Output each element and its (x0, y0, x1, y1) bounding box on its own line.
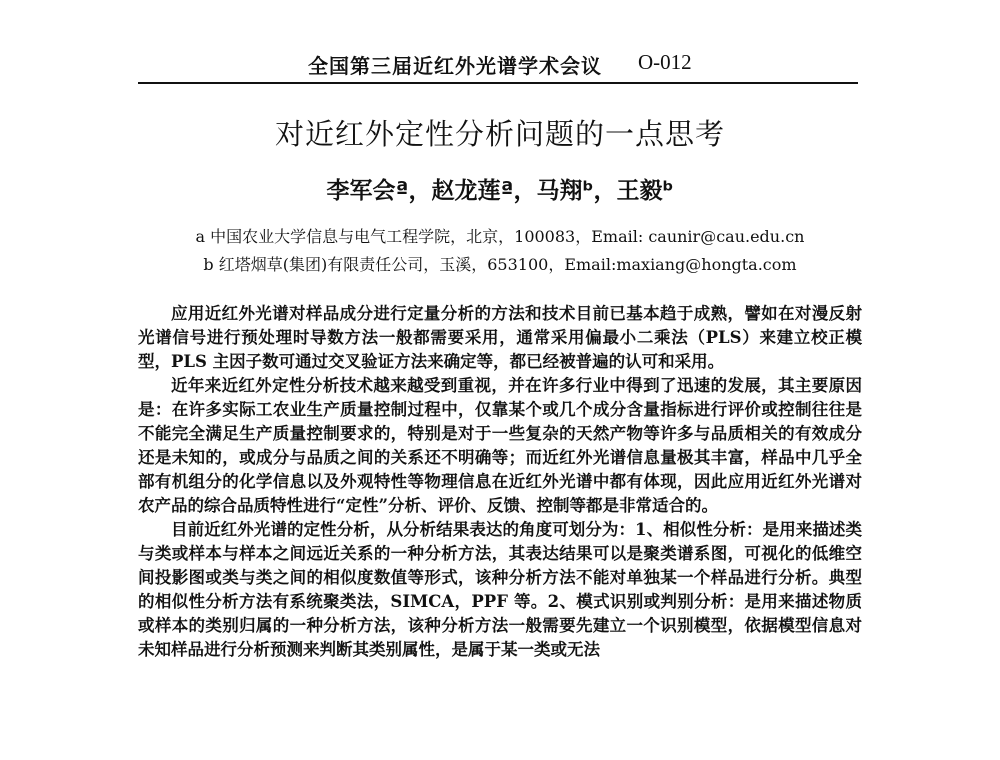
affiliation-a: a 中国农业大学信息与电气工程学院，北京，100083，Email: caunir@cau.edu.cn (195, 227, 805, 246)
paper-body (138, 302, 862, 662)
running-header (138, 38, 858, 84)
paper-title: 对近红外定性分析问题的一点思考 (274, 117, 725, 151)
body-paragraph: 目前近红外光谱的定性分析，从分析结果表达的角度可划分为：1、相似性分析：是用来描述类与类或样本与样本之间远近关系的一种分析方法，其表达结果可以是聚类谱系图，可视化的低维空间投影图或类与类之间的相似度数值等形式，该种分析方法不能对单独某一个样品进行分析。典型的相似性分析方法有系统聚类法，SIMCA，PPF 等。2、模式识别或判别分析：是用来描述物质或样本的类别归属的一种分析方法，该种分析方法一般需要先建立一个识别模型，依据模型信息对未知样品进行分析预测来判断其类别属性，是属于某一类或无法 (138, 520, 862, 659)
paper-code: O-012 (638, 50, 692, 74)
body-paragraph: 近年来近红外定性分析技术越来越受到重视，并在许多行业中得到了迅速的发展，其主要原因是：在许多实际工农业生产质量控制过程中，仅靠某个或几个成分含量指标进行评价或控制往往是不能完全满足生产质量控制要求的，特别是对于一些复杂的天然产物等许多与品质相关的有效成分还是未知的，或成分与品质之间的关系还不明确等；而近红外光谱信息量极其丰富，样品中几乎全部有机组分的化学信息以及外观特性等物理信息在近红外光谱中都有体现，因此应用近红外光谱对农产品的综合品质特性进行“定性”分析、评价、反馈、控制等都是非常适合的。 (138, 376, 862, 515)
conference-name: 全国第三届近红外光谱学术会议 (308, 54, 602, 78)
affiliation-b: b 红塔烟草(集团)有限责任公司，玉溪，653100，Email:maxiang@hongta.com (203, 255, 797, 274)
body-paragraph: 应用近红外光谱对样品成分进行定量分析的方法和技术目前已基本趋于成熟，譬如在对漫反射光谱信号进行预处理时导数方法一般都需要采用，通常采用偏最小二乘法（PLS）来建立校正模型，PLS 主因子数可通过交叉验证方法来确定等，都已经被普遍的认可和采用。 (138, 304, 862, 371)
author-list: 李军会ª，赵龙莲ª，马翔ᵇ，王毅ᵇ (326, 178, 674, 204)
